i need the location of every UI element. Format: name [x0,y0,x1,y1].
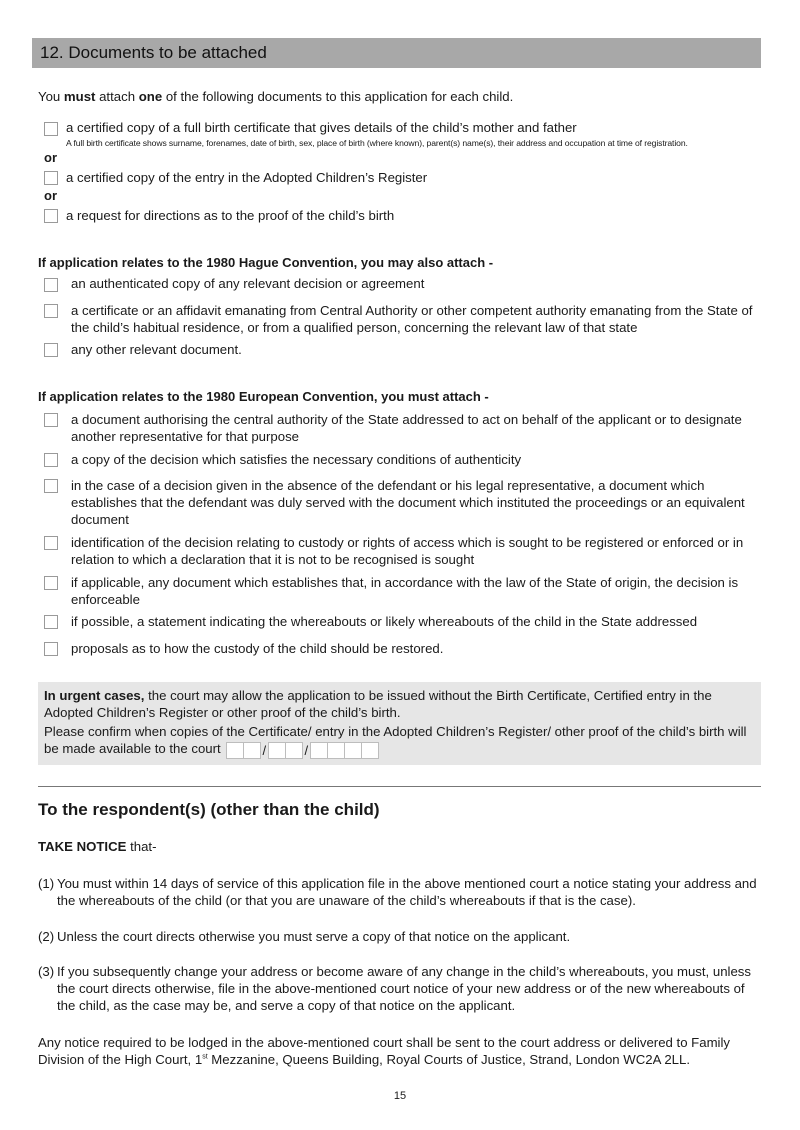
european-item-checkbox[interactable] [44,642,58,656]
hague-item-checkbox[interactable] [44,304,58,318]
hague-item-label: an authenticated copy of any relevant decision or agreement [71,276,425,291]
hague-item-checkbox[interactable] [44,278,58,292]
hague-item-label: a certificate or an affidavit emanating from Central Authority or other competent authority emanating from the State of the child’s habitual residence, or from a qualified person, concerning the relevant law of that state [71,303,753,335]
section-divider [38,786,761,787]
european-item-label: proposals as to how the custody of the child should be restored. [71,641,444,656]
european-item-label: a copy of the decision which satisfies the necessary conditions of authenticity [71,452,522,467]
adopted-register-checkbox[interactable] [44,171,58,185]
date-month-digit-1[interactable] [268,742,286,759]
notice-point-number: (2) [38,929,55,944]
european-item-label: in the case of a decision given in the absence of the defendant or his legal representative, a document which establishes that the defendant was duly served with the document which instituted the proceedings or an equivalent document [71,478,745,527]
birth-certificate-note: A full birth certificate shows surname, forenames, date of birth, sex, place of birth (where known), parent(s) name(s), their address and occupation at time of registration. [66,138,688,148]
european-item-checkbox[interactable] [44,479,58,493]
date-day-digit-2[interactable] [243,742,261,759]
urgent-cases-text: In urgent cases, the court may allow the application to be issued without the Birth Certificate, Certified entry in the Adopted Children’s Register or other proof of the child’s birth. [44,688,712,720]
notice-point-number: (1) [38,876,55,891]
page-number: 15 [393,1090,407,1102]
notice-point-number: (3) [38,964,55,979]
hague-item-label: any other relevant document. [71,342,242,357]
european-item-label: identification of the decision relating to custody or rights of access which is sought to be registered or enforced or in relation to which a declaration that it is not to be recognised is sought [71,535,744,567]
take-notice-line: TAKE NOTICE that- [38,839,157,854]
urgent-confirm-text: Please confirm when copies of the Certificate/ entry in the Adopted Children’s Register/ other proof of the child’s birth will be made available to the court / / [44,724,747,758]
notice-point-text: You must within 14 days of service of this application file in the above mentioned court a notice stating your address and the whereabouts of the child (or that you are unaware of the child’s whereabouts if that is the case). [57,876,757,908]
birth-certificate-label: a certified copy of a full birth certificate that gives details of the child’s mother and father [66,120,577,135]
urgent-cases-box [38,682,761,765]
european-item-checkbox[interactable] [44,615,58,629]
directions-request-checkbox[interactable] [44,209,58,223]
date-year-digit-1[interactable] [310,742,328,759]
adopted-register-label: a certified copy of the entry in the Adopted Children’s Register [66,170,428,185]
respondent-title: To the respondent(s) (other than the child) [38,800,380,819]
european-item-checkbox[interactable] [44,576,58,590]
court-address-notice: Any notice required to be lodged in the above-mentioned court shall be sent to the court address or delivered to Family Division of the High Court, 1st Mezzanine, Queens Building, Royal Courts of Justice, Strand, London WC2A 2LL. [38,1035,731,1067]
directions-request-label: a request for directions as to the proof of the child’s birth [66,208,395,223]
availability-date-field [226,741,378,759]
european-item-checkbox[interactable] [44,413,58,427]
intro-text: You must attach one of the following documents to this application for each child. [38,89,514,104]
date-year-digit-3[interactable] [344,742,362,759]
notice-point-text: Unless the court directs otherwise you must serve a copy of that notice on the applicant. [57,929,571,944]
or-label: or [44,188,57,203]
section-header [32,38,761,68]
hague-heading: If application relates to the 1980 Hague Convention, you may also attach - [38,255,494,270]
birth-certificate-checkbox[interactable] [44,122,58,136]
date-separator: / [262,742,267,758]
notice-point-text: If you subsequently change your address or become aware of any change in the child’s whereabouts, you must, unless the court directs otherwise, file in the above-mentioned court notice of your new address or of the new whereabouts of the child, as the case may be, and serve a copy of that notice on the applicant. [57,964,751,1013]
hague-item-checkbox[interactable] [44,343,58,357]
european-item-label: a document authorising the central authority of the State addressed to act on behalf of the applicant or to designate another representative for that purpose [71,412,742,444]
date-year-digit-4[interactable] [361,742,379,759]
european-item-label: if applicable, any document which establishes that, in accordance with the law of the State of origin, the decision is enforceable [71,575,739,607]
european-item-checkbox[interactable] [44,453,58,467]
european-item-label: if possible, a statement indicating the whereabouts or likely whereabouts of the child in the State addressed [71,614,698,629]
european-heading: If application relates to the 1980 European Convention, you must attach - [38,389,489,404]
date-month-digit-2[interactable] [285,742,303,759]
or-label: or [44,150,57,165]
european-item-checkbox[interactable] [44,536,58,550]
date-day-digit-1[interactable] [226,742,244,759]
date-separator: / [304,742,309,758]
date-year-digit-2[interactable] [327,742,345,759]
section-title: 12. Documents to be attached [40,43,267,62]
